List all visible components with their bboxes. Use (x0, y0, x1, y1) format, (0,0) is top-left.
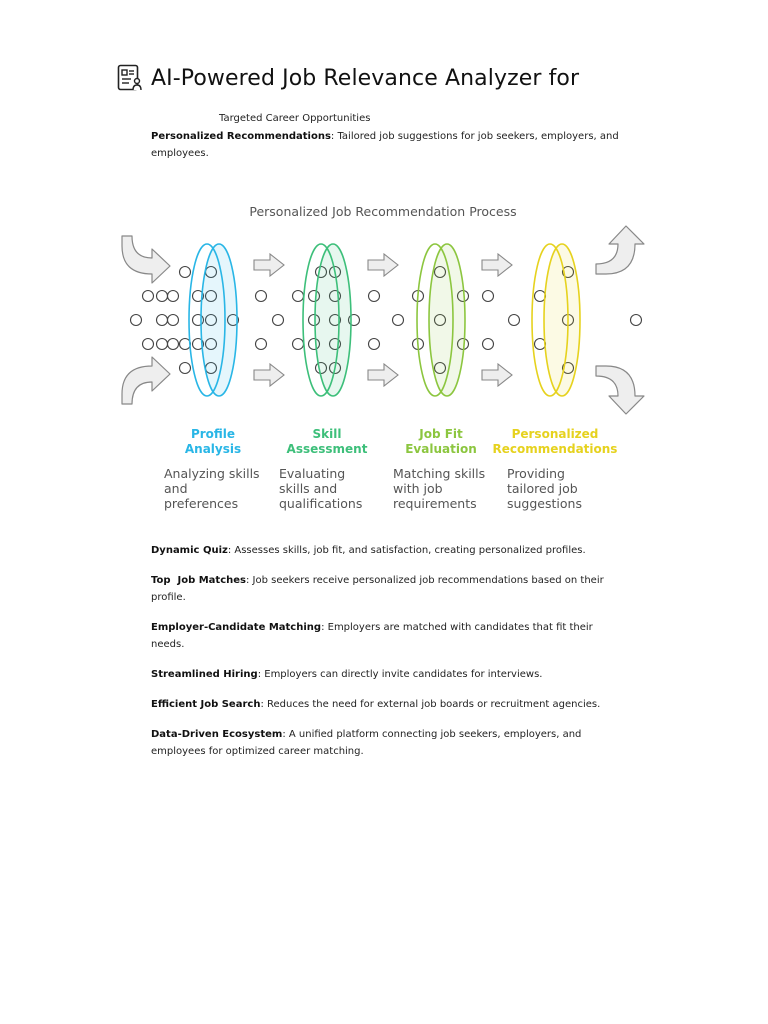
input-arrow-icon (122, 357, 170, 404)
flow-dot (631, 315, 642, 326)
flow-arrow-icon (368, 254, 398, 276)
feature-text: : Reduces the need for external job boards or recruitment agencies. (260, 699, 601, 710)
output-arrow-icon (596, 366, 644, 414)
stage-label-line: Assessment (286, 442, 368, 456)
stage-ring-back (201, 244, 237, 396)
stage-desc-skill-assessment (279, 466, 389, 511)
flow-dot (369, 339, 380, 350)
output-arrow-icon (596, 226, 644, 274)
flow-dot (393, 315, 404, 326)
feature-item (151, 572, 621, 606)
stage-desc-personalized-recommendations (507, 466, 617, 511)
feature-item (151, 542, 621, 559)
diagram-title: Personalized Job Recommendation Process (249, 204, 517, 219)
feature-term: Top Job Matches (151, 575, 246, 586)
flow-dot (143, 339, 154, 350)
feature-list (151, 542, 621, 773)
flow-arrow-icon (368, 364, 398, 386)
stage-desc-line: Analyzing skills (164, 466, 260, 481)
stage-desc-line: requirements (393, 496, 477, 511)
stage-desc-profile-analysis (164, 466, 274, 511)
stage-desc-line: Providing (507, 466, 565, 481)
flow-dot (157, 339, 168, 350)
feature-term: Data-Driven Ecosystem (151, 729, 283, 740)
page-title: AI-Powered Job Relevance Analyzer for (151, 65, 580, 91)
stage-label-line: Job Fit (419, 427, 463, 441)
stage-label-line: Evaluation (405, 442, 477, 456)
stage-desc-line: Evaluating (279, 466, 346, 481)
stage-desc-line: skills and (279, 481, 338, 496)
stage-ring-back (544, 244, 580, 396)
flow-dot (143, 291, 154, 302)
flow-dot (157, 315, 168, 326)
stage-label-line: Analysis (184, 442, 242, 456)
stage-desc-line: preferences (164, 496, 239, 511)
feature-text: : Employers are matched with candidates that fit their needs. (151, 622, 593, 650)
stage-desc-job-fit-evaluation (393, 466, 503, 511)
stage-desc-line: and (164, 481, 188, 496)
stage-label-line: Personalized (511, 427, 599, 441)
resume-icon (117, 64, 143, 92)
feature-item (151, 696, 621, 713)
stage-ring-back (315, 244, 351, 396)
flow-dot (180, 363, 191, 374)
stage-label-skill-assessment (262, 427, 392, 457)
flow-dot (483, 339, 494, 350)
document-header (117, 64, 579, 92)
flow-dot (256, 291, 267, 302)
stage-label-line: Skill (312, 427, 342, 441)
diagram-graphic (118, 196, 648, 416)
flow-dot (293, 291, 304, 302)
flow-dot (483, 291, 494, 302)
feature-term: Employer-Candidate Matching (151, 622, 322, 633)
flow-dot (256, 339, 267, 350)
feature-item (151, 726, 621, 760)
flow-arrow-icon (482, 364, 512, 386)
flow-arrow-icon (482, 254, 512, 276)
stage-label-personalized-recommendations (490, 427, 620, 457)
feature-item (151, 666, 621, 683)
intro-paragraph (151, 128, 621, 162)
stage-label-line: Recommendations (492, 442, 618, 456)
flow-arrow-icon (254, 364, 284, 386)
stage-desc-line: suggestions (507, 496, 582, 511)
page-subtitle: Targeted Career Opportunities (219, 113, 371, 124)
stage-desc-line: qualifications (279, 496, 363, 511)
feature-text: : Assesses skills, job fit, and satisfaction, creating personalized profiles. (227, 545, 586, 556)
flow-dot (168, 291, 179, 302)
feature-term: Efficient Job Search (151, 699, 261, 710)
flow-dot (293, 339, 304, 350)
stage-label-profile-analysis (148, 427, 278, 457)
flow-arrow-icon (254, 254, 284, 276)
process-diagram (118, 196, 648, 526)
stage-label-line: Profile (190, 427, 236, 441)
flow-dot (168, 315, 179, 326)
feature-term: Dynamic Quiz (151, 545, 228, 556)
feature-text: : Employers can directly invite candidates for interviews. (257, 669, 543, 680)
intro-text: : Tailored job suggestions for job seekers, employers, and employees. (151, 131, 619, 159)
input-arrow-icon (122, 236, 170, 283)
flow-dot (180, 267, 191, 278)
flow-dot (131, 315, 142, 326)
stage-ring-back (429, 244, 465, 396)
flow-dot (273, 315, 284, 326)
flow-dot (168, 339, 179, 350)
feature-text: : A unified platform connecting job seekers, employers, and employees for optimized career matching. (151, 729, 582, 757)
flow-dot (157, 291, 168, 302)
stage-label-job-fit-evaluation (376, 427, 506, 457)
flow-dot (369, 291, 380, 302)
feature-item (151, 619, 621, 653)
feature-text: : Job seekers receive personalized job recommendations based on their profile. (151, 575, 604, 603)
stage-desc-line: with job (393, 481, 443, 496)
flow-dot (509, 315, 520, 326)
stage-desc-line: Matching skills (393, 466, 486, 481)
feature-term: Streamlined Hiring (151, 669, 258, 680)
intro-term: Personalized Recommendations (151, 131, 331, 142)
stage-desc-line: tailored job (507, 481, 578, 496)
